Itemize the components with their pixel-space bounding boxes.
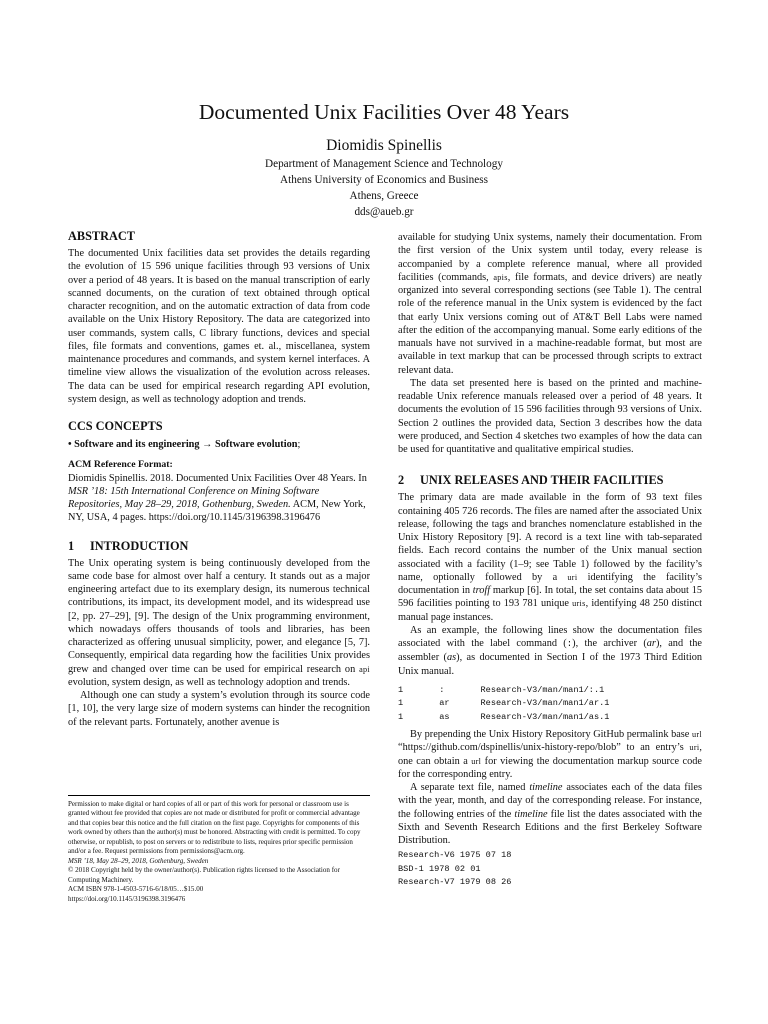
sec2-p3-b: “https://github.com/dspinellis/unix-history-repo/blob” to an entry’s [398,742,690,754]
affiliation-department: Department of Management Science and Technology [265,158,503,170]
code-block-1 [398,684,702,724]
right-p1-sc: apis [493,272,508,282]
sec2-paragraph-2 [398,624,702,678]
author-name: Diomidis Spinellis [326,137,442,154]
right-p1-b: , file formats, and device drivers) are neatly organized into several corresponding sections (see Table 1). The central role of the reference manual in the Unix system is evidenced by the fact that early Unix versions coming out of AT&T Bell Labs were named after the edition of the accompanying manual. Some early editions of the manuals have not survived in a machine-readable format, but most are available in text markup that can be processed through scripts to extract relevant data. [398,271,702,376]
sec2-number: 2 [398,473,405,488]
sec2-p1-c: markup [6]. In total, the set contains data about 15 596 facilities pointing to 193 781 unique [398,585,702,610]
sec2-p4-c: file list the dates associated with the Sixth and Seventh Research Editions and the first Berkeley Software Distribution. [398,808,702,847]
sec2-heading [398,472,702,488]
sec2-paragraph-4 [398,781,702,847]
code-line: 1 ar Research-V3/man/man1/ar.1 [398,698,610,709]
sec2-p2-d: ), as documented in Section I of the 1973 Third Edition Unix manual. [398,652,702,677]
conference-line: MSR ’18, May 28–29, 2018, Gothenburg, Sweden [68,856,209,865]
sec2-paragraph-1 [398,491,702,624]
affiliation [0,156,768,220]
sec2-p1-sc2: uris [572,599,586,609]
permission-notice: Permission to make digital or hard copies of all or part of this work for personal or classroom use is granted without fee provided that copies are not made or distributed for profit or commercial advantage and that copies bear this notice and the full citation on the first page. Copyrights for components of this work owned by others than the author(s) must be honored. Abstracting with credit is permitted. To copy otherwise, or republish, to post on servers or to redistribute to lists, requires prior specific permission and/or a fee. Request permissions from permissions@acm.org. [68,800,361,856]
code-line: 1 as Research-V3/man/man1/as.1 [398,711,610,722]
intro-p1-b: evolution, system design, as well as technology adoption and trends. [68,676,350,688]
sec2-p2-colon: : [566,639,573,649]
copyright-line: © 2018 Copyright held by the owner/author(s). Publication rights licensed to the Association for Computing Machinery. [68,866,340,884]
left-column [68,228,370,729]
paper-title: Documented Unix Facilities Over 48 Years [198,100,570,124]
right-paragraph-2: The data set presented here is based on the printed and machine-readable Unix reference manuals released over a period of 48 years. It documents the evolution of 15 596 facilities through 93 versions of Unix. Section 2 outlines the provided data, Section 3 describes how the data were produced, and Section 4 sketches two examples of how the data can be used for quantitative and qualitative empirical studies. [398,377,702,455]
code-line: Research-V7 1979 08 26 [398,877,512,888]
right-column [398,231,702,890]
ccs-item-end: ; [297,439,301,450]
abstract-text: The documented Unix facilities data set provides the details regarding the evolution of 15 596 unique facilities through 93 versions of Unix over a period of 48 years. It is based on the manual transcription of early scanned documents, on the curation of text obtained through optical character recognition, and on the automatic extraction of data from code available on the Unix History Repository. The data are categorized into user commands, system calls, C library functions, devices and special files, file formats and conventions, games et. al., miscellanea, system maintenance procedures and commands, and system kernel interfaces. A timeline view allows the visualization of the evolution across releases. The data can be used for empirical research regarding API evolution, system design, as well as technology adoption and trends. [68,248,370,405]
right-paragraph-1 [398,231,702,377]
isbn-line: ACM ISBN 978-1-4503-5716-6/18/05…$15.00 [68,885,204,894]
footnote-block [68,795,370,904]
sec2-p3-a: By prepending the Unix History Repository GitHub permalink base [410,729,692,741]
ccs-item: • Software and its engineering → Software evolution [68,439,298,450]
sec2-p4-b: associates each of the data files with the year, month, and day of the corresponding release. For instance, the following entries of the [398,782,702,820]
sec2-p1-b: identifying the facility’s documentation in [398,571,702,596]
acm-ref-post: ACM, New York, NY, USA, 4 pages. https://doi.org/10.1145/3196398.3196476 [68,499,366,524]
sec2-p2-as: as [447,652,457,664]
code-line: BSD-1 1978 02 01 [398,863,481,874]
sec2-p3-sc2: uri [689,743,700,753]
sec2-p3-d: for viewing the documentation markup source code for the corresponding entry. [398,755,702,780]
sec2-title: UNIX RELEASES AND THEIR FACILITIES [420,473,664,488]
right-p1-a: available for studying Unix systems, namely their documentation. From the first version of the Unix system until today, every release is accompanied by a complete reference manual, where all provided facilities (commands, [398,232,702,283]
sec2-p1-a: The primary data are made available in the form of 93 text files containing 405 726 records. The files are named after the associated Unix release, following the tags and branches nomenclature established in the Unix History Repository [9]. A record is a text line with tab-separated fields. Each record contains the number of the Unix manual section associated with a facility (1–9; see Table 1) followed by the facility’s name, optionally followed by a [398,492,702,583]
affiliation-location: Athens, Greece [349,190,419,202]
intro-paragraph-1 [68,557,370,690]
sec2-p4-a: A separate text file, named [410,782,530,794]
ccs-concept [68,438,370,451]
sec2-p1-sc1: uri [567,572,578,582]
intro-number: 1 [68,538,75,553]
sec2-p3-c: , one can obtain a [398,742,702,767]
sec2-p3-sc3: url [471,756,482,766]
sec2-p4-it1: timeline [529,782,563,794]
intro-heading [68,538,370,554]
sec2-p2-c: ), and the assembler ( [398,638,702,664]
acm-ref-heading: ACM Reference Format: [68,459,173,471]
code-line: Research-V6 1975 07 18 [398,850,512,861]
doi-line: https://doi.org/10.1145/3196398.3196476 [68,894,186,903]
sec2-p1-it: troff [472,585,491,596]
code-line: 1 : Research-V3/man/man1/:.1 [398,684,605,695]
affiliation-university: Athens University of Economics and Business [280,174,488,186]
acm-ref-pre: Diomidis Spinellis. 2018. Documented Unix Facilities Over 48 Years. In [68,472,367,484]
author-email: dds@aueb.gr [354,206,414,218]
sec2-p4-it2: timeline [514,808,548,820]
acm-ref-text [68,472,370,525]
acm-ref-venue: MSR ’18: 15th International Conference on Mining Software Repositories, May 28–29, 2018, Gothenburg, Sweden. [68,485,320,510]
intro-p1-sc: api [359,664,370,674]
intro-title: INTRODUCTION [90,538,189,553]
sec2-p2-ar: ar [646,638,656,649]
intro-paragraph-2: Although one can study a system’s evolution through its source code [1, 10], the very large size of modern systems can hinder the recognition of the relevant parts. Fortunately, another avenue is [68,690,370,728]
intro-p1-a: The Unix operating system is being continuously developed from the same code base for almost over half a century. It stands out as a major engineering artefact due to its exemplary design, its numerous technical contributions, its impact, its development model, and its widespread use [2, pp. 27–29], [9]. The design of the Unix programming environment, which nowadays offers thousands of tools and libraries, has been characterized as offering unusual simplicity, power, and elegance [5, 7]. Consequently, empirical data regarding how the facilities Unix provides grew and changed over time can be used for empirical research on [68,557,370,675]
abstract-heading: ABSTRACT [68,229,135,243]
sec2-p3-sc1: url [692,730,702,740]
sec2-paragraph-3 [398,728,702,781]
code-block-2 [398,849,702,889]
sec2-p1-d: , identifying 48 250 distinct manual page instances. [398,598,702,623]
ccs-heading: CCS CONCEPTS [68,419,163,433]
sec2-p2-b: ), the archiver ( [572,638,647,649]
sec2-p2-a: As an example, the following lines show the documentation files associated with the label command ( [398,624,702,649]
